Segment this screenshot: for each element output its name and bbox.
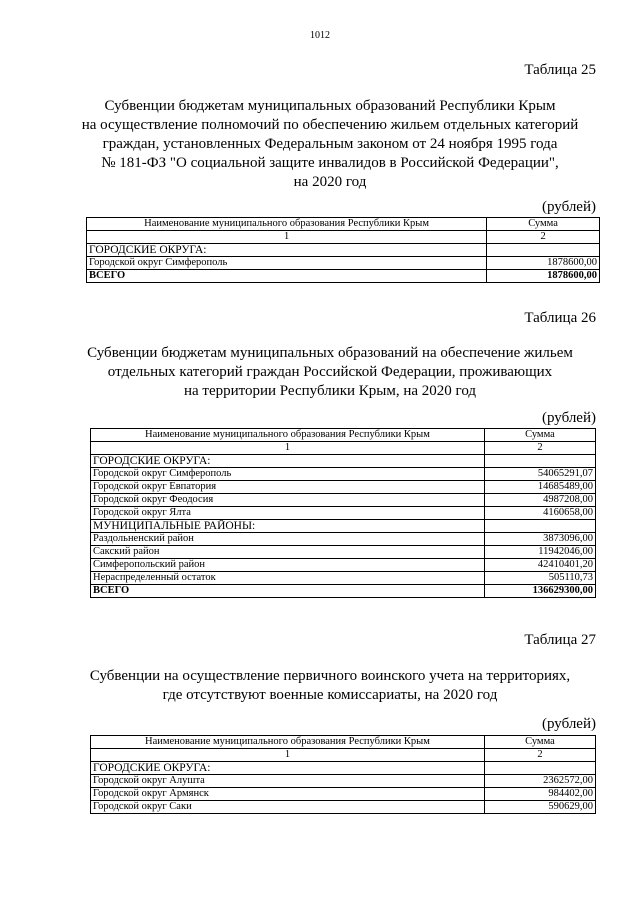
heading-line: где отсутствуют военные комиссариаты, на 2020 год bbox=[162, 687, 498, 703]
table-heading bbox=[60, 97, 600, 192]
table-header-row bbox=[87, 218, 600, 231]
page-number: 1012 bbox=[310, 30, 330, 41]
column-header-sum: Сумма bbox=[484, 429, 595, 442]
row-sum: 505110,73 bbox=[484, 572, 595, 585]
table-group-row bbox=[91, 520, 596, 533]
row-sum: 2362572,00 bbox=[484, 775, 595, 788]
row-sum: 54065291,07 bbox=[484, 468, 595, 481]
row-name: Городской округ Феодосия bbox=[91, 494, 485, 507]
table-row bbox=[91, 559, 596, 572]
table-row bbox=[91, 801, 596, 814]
table-number-row bbox=[91, 442, 596, 455]
table-row bbox=[91, 481, 596, 494]
row-name: Городской округ Саки bbox=[91, 801, 485, 814]
table-header-row bbox=[91, 736, 596, 749]
column-number-1: 1 bbox=[91, 442, 485, 455]
row-name: ВСЕГО bbox=[87, 270, 487, 283]
row-name: Городской округ Симферополь bbox=[87, 257, 487, 270]
table-caption: Таблица 26 bbox=[524, 310, 596, 326]
column-number-2: 2 bbox=[484, 442, 595, 455]
row-sum: 4160658,00 bbox=[484, 507, 595, 520]
row-name: Раздольненский район bbox=[91, 533, 485, 546]
heading-line: Субвенции на осуществление первичного воинского учета на территориях, bbox=[89, 668, 571, 684]
heading-line: Субвенции бюджетам муниципальных образований на обеспечение жильем bbox=[87, 345, 573, 361]
row-sum: 14685489,00 bbox=[484, 481, 595, 494]
row-name: Городской округ Симферополь bbox=[91, 468, 485, 481]
column-header-sum: Сумма bbox=[487, 218, 600, 231]
table-row bbox=[91, 775, 596, 788]
row-sum bbox=[487, 244, 600, 257]
table-heading bbox=[60, 667, 600, 705]
table-row bbox=[91, 533, 596, 546]
row-name: ГОРОДСКИЕ ОКРУГА: bbox=[87, 244, 487, 257]
table-row bbox=[91, 788, 596, 801]
table-caption: Таблица 27 bbox=[524, 632, 596, 648]
heading-line: № 181-ФЗ "О социальной защите инвалидов в Российской Федерации", bbox=[101, 155, 559, 171]
data-table bbox=[90, 735, 596, 814]
row-name: МУНИЦИПАЛЬНЫЕ РАЙОНЫ: bbox=[91, 520, 485, 533]
row-name: Городской округ Ялта bbox=[91, 507, 485, 520]
heading-line: граждан, установленных Федеральным законом от 24 ноября 1995 года bbox=[102, 136, 558, 152]
units-label: (рублей) bbox=[541, 199, 596, 215]
row-name: Городской округ Армянск bbox=[91, 788, 485, 801]
data-table bbox=[86, 217, 600, 283]
table-heading bbox=[60, 344, 600, 401]
table-group-row bbox=[87, 244, 600, 257]
row-name: Нераспределенный остаток bbox=[91, 572, 485, 585]
table-group-row bbox=[91, 762, 596, 775]
row-sum: 3873096,00 bbox=[484, 533, 595, 546]
column-number-1: 1 bbox=[87, 231, 487, 244]
table-row bbox=[87, 257, 600, 270]
column-header-sum: Сумма bbox=[484, 736, 595, 749]
table-total-row bbox=[91, 585, 596, 598]
table-number-row bbox=[91, 749, 596, 762]
table-header-row bbox=[91, 429, 596, 442]
row-name: Симферопольский район bbox=[91, 559, 485, 572]
row-sum: 1878600,00 bbox=[487, 270, 600, 283]
row-sum bbox=[484, 520, 595, 533]
column-header-name: Наименование муниципального образования Республики Крым bbox=[87, 218, 487, 231]
column-number-1: 1 bbox=[91, 749, 485, 762]
data-table bbox=[90, 428, 596, 598]
row-name: ВСЕГО bbox=[91, 585, 485, 598]
table-number-row bbox=[87, 231, 600, 244]
row-name: ГОРОДСКИЕ ОКРУГА: bbox=[91, 762, 485, 775]
row-sum bbox=[484, 762, 595, 775]
row-name: Городской округ Евпатория bbox=[91, 481, 485, 494]
heading-line: на территории Республики Крым, на 2020 год bbox=[183, 383, 477, 399]
row-sum: 1878600,00 bbox=[487, 257, 600, 270]
heading-line: на осуществление полномочий по обеспечению жильем отдельных категорий bbox=[81, 117, 579, 133]
row-sum: 4987208,00 bbox=[484, 494, 595, 507]
table-row bbox=[91, 507, 596, 520]
row-sum: 11942046,00 bbox=[484, 546, 595, 559]
column-number-2: 2 bbox=[484, 749, 595, 762]
row-name: ГОРОДСКИЕ ОКРУГА: bbox=[91, 455, 485, 468]
table-row bbox=[91, 494, 596, 507]
units-label: (рублей) bbox=[541, 410, 596, 426]
heading-line: отдельных категорий граждан Российской Федерации, проживающих bbox=[107, 364, 553, 380]
table-row bbox=[91, 468, 596, 481]
table-caption: Таблица 25 bbox=[524, 62, 596, 78]
heading-line: Субвенции бюджетам муниципальных образований Республики Крым bbox=[104, 98, 556, 114]
row-sum bbox=[484, 455, 595, 468]
column-header-name: Наименование муниципального образования Республики Крым bbox=[91, 429, 485, 442]
table-row bbox=[91, 546, 596, 559]
table-row bbox=[91, 572, 596, 585]
column-number-2: 2 bbox=[487, 231, 600, 244]
table-group-row bbox=[91, 455, 596, 468]
row-sum: 984402,00 bbox=[484, 788, 595, 801]
row-name: Сакский район bbox=[91, 546, 485, 559]
units-label: (рублей) bbox=[541, 716, 596, 732]
row-sum: 42410401,20 bbox=[484, 559, 595, 572]
table-total-row bbox=[87, 270, 600, 283]
heading-line: на 2020 год bbox=[293, 174, 367, 190]
column-header-name: Наименование муниципального образования Республики Крым bbox=[91, 736, 485, 749]
row-name: Городской округ Алушта bbox=[91, 775, 485, 788]
row-sum: 136629300,00 bbox=[484, 585, 595, 598]
row-sum: 590629,00 bbox=[484, 801, 595, 814]
